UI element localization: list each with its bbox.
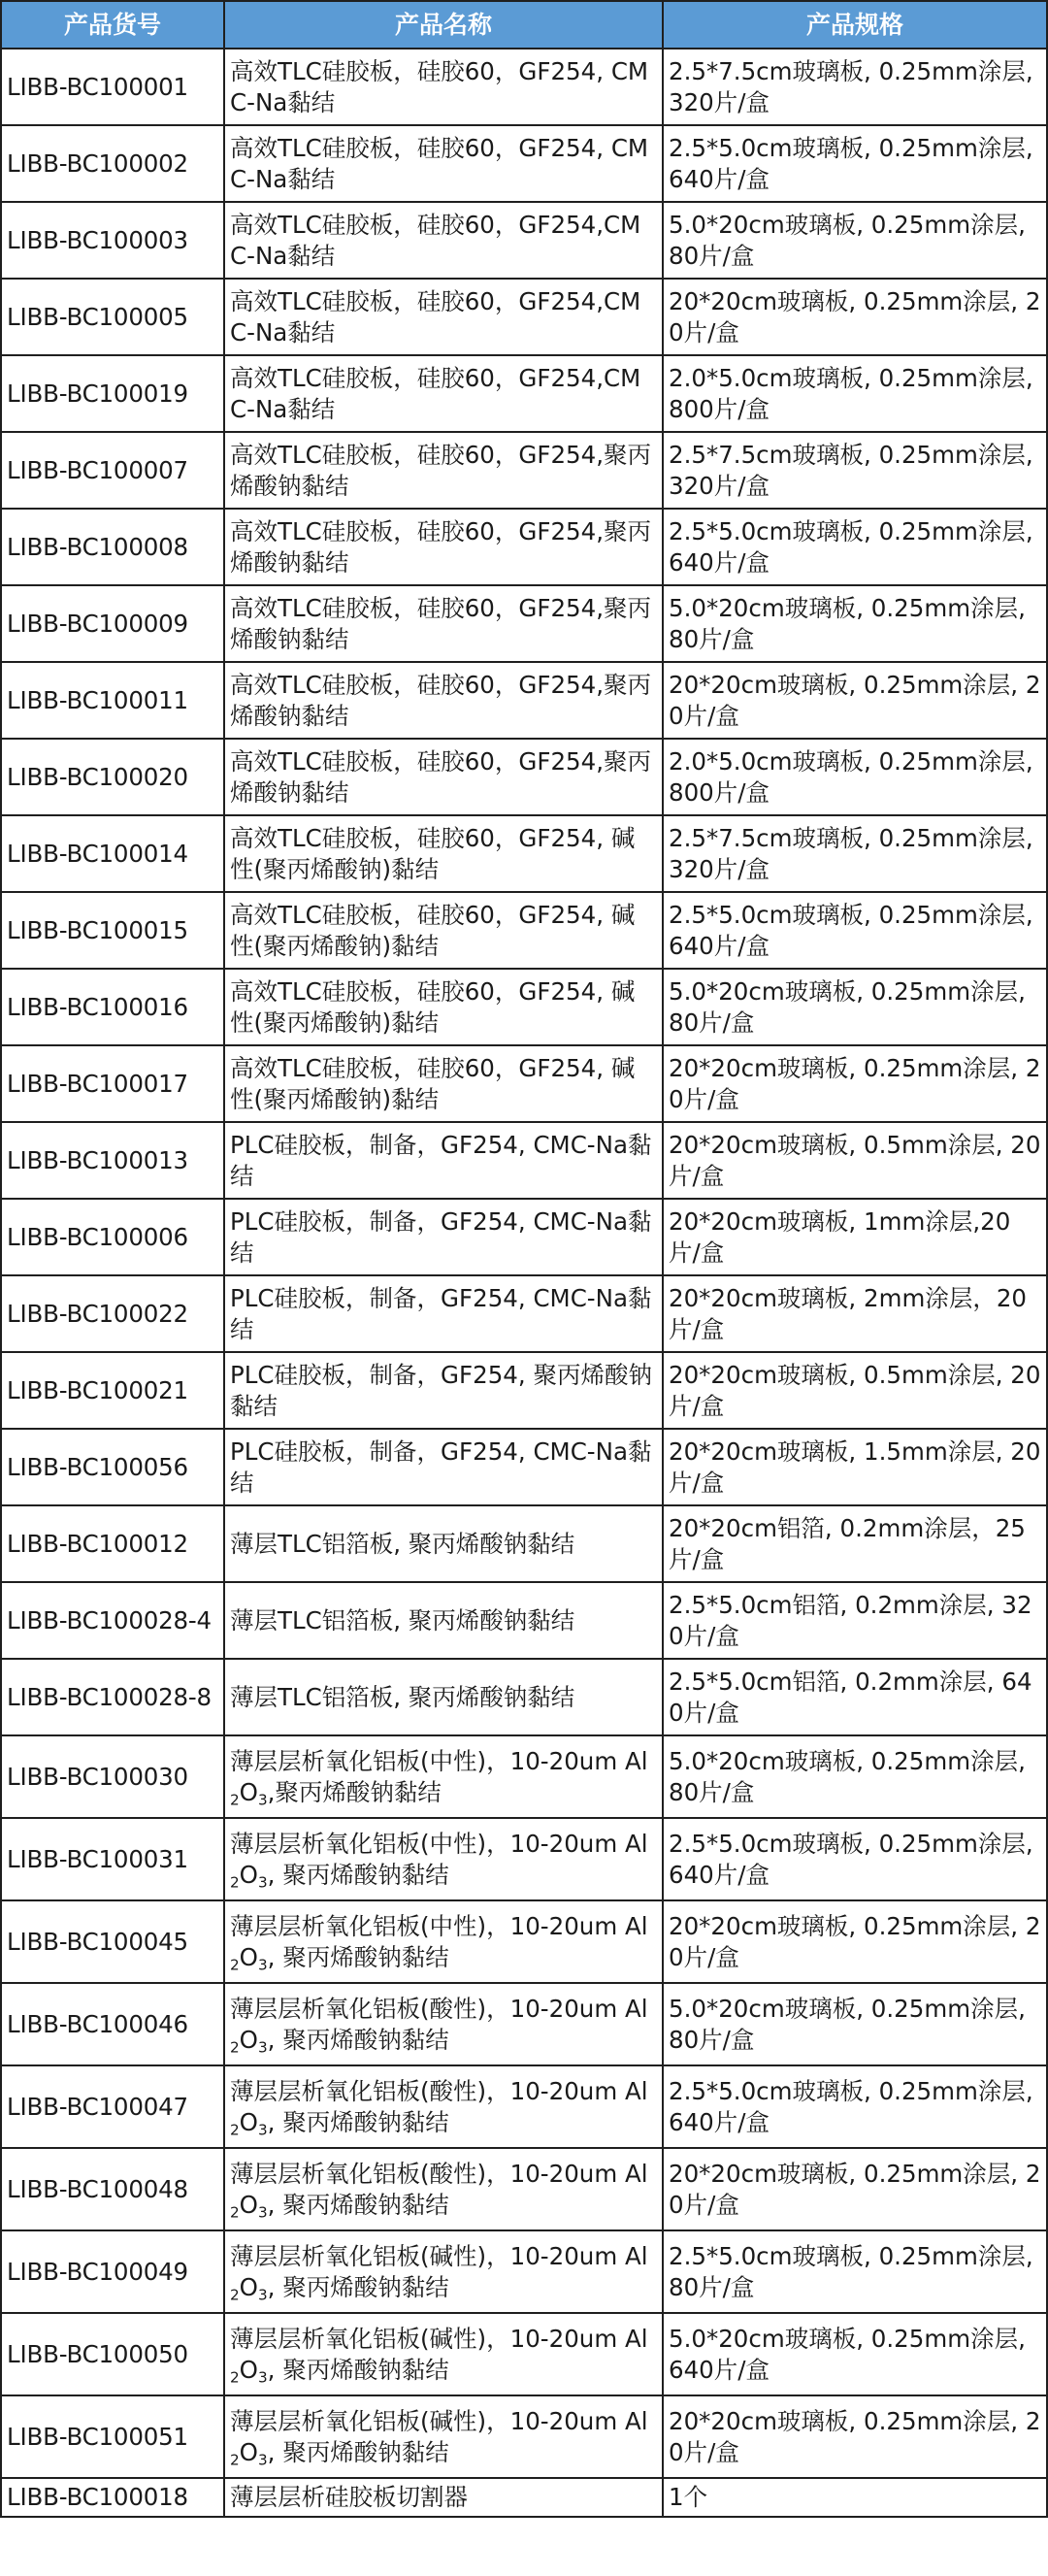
table-row	[1, 2065, 1047, 2148]
product-name-cell: 高效TLC硅胶板，硅胶60，GF254, 碱性(聚丙烯酸钠)黏结	[224, 815, 663, 892]
product-code-cell: LIBB-BC100013	[1, 1122, 224, 1199]
product-code-cell: LIBB-BC100006	[1, 1199, 224, 1275]
product-name-cell: PLC硅胶板，制备，GF254, 聚丙烯酸钠黏结	[224, 1352, 663, 1429]
product-name-part: 薄层层析氧化铝板(中性)，10-20um Al	[230, 1747, 648, 1776]
product-name-cell	[224, 2148, 663, 2230]
product-name-part: 薄层层析氧化铝板(碱性)，10-20um Al	[230, 2242, 648, 2271]
product-name-cell	[224, 2230, 663, 2313]
product-name-part: , 聚丙烯酸钠黏结	[267, 2190, 449, 2219]
table-row	[1, 662, 1047, 739]
product-name-cell: 薄层TLC铝箔板, 聚丙烯酸钠黏结	[224, 1659, 663, 1735]
product-name-part: , 聚丙烯酸钠黏结	[267, 2107, 449, 2136]
product-name-part: 2	[230, 1873, 240, 1892]
product-name-part: O	[239, 2437, 258, 2466]
product-name-cell: PLC硅胶板，制备，GF254, CMC-Na黏结	[224, 1199, 663, 1275]
product-code-cell: LIBB-BC100021	[1, 1352, 224, 1429]
product-name-part: 2	[230, 2203, 240, 2222]
product-name-part: O	[239, 2190, 258, 2219]
product-name-part: , 聚丙烯酸钠黏结	[267, 1860, 449, 1889]
product-spec-cell: 5.0*20cm玻璃板, 0.25mm涂层, 640片/盒	[663, 2313, 1047, 2395]
product-spec-cell: 20*20cm铝箔, 0.2mm涂层，25片/盒	[663, 1505, 1047, 1582]
table-row	[1, 1199, 1047, 1275]
product-name-part: 3	[257, 1956, 268, 1974]
product-name-part: 薄层层析氧化铝板(中性)，10-20um Al	[230, 1830, 648, 1859]
product-name-cell	[224, 1735, 663, 1818]
product-name-cell: 高效TLC硅胶板，硅胶60，GF254,聚丙烯酸钠黏结	[224, 509, 663, 585]
product-name-cell: 薄层层析硅胶板切割器	[224, 2478, 663, 2517]
table-row	[1, 1983, 1047, 2065]
product-code-cell: LIBB-BC100031	[1, 1818, 224, 1900]
product-spec-cell: 20*20cm玻璃板, 0.25mm涂层, 20片/盒	[663, 2395, 1047, 2478]
table-row	[1, 1900, 1047, 1983]
product-spec-cell: 5.0*20cm玻璃板, 0.25mm涂层, 80片/盒	[663, 1983, 1047, 2065]
product-name-part: 3	[257, 1791, 268, 1809]
product-name-part: ,聚丙烯酸钠黏结	[267, 1777, 442, 1806]
table-row	[1, 1582, 1047, 1659]
product-spec-cell: 20*20cm玻璃板, 0.25mm涂层, 20片/盒	[663, 2148, 1047, 2230]
product-name-part: , 聚丙烯酸钠黏结	[267, 2272, 449, 2301]
product-spec-cell: 2.5*5.0cm玻璃板, 0.25mm涂层, 640片/盒	[663, 509, 1047, 585]
product-name-part: O	[239, 2355, 258, 2384]
product-spec-cell: 2.5*7.5cm玻璃板, 0.25mm涂层, 320片/盒	[663, 49, 1047, 125]
product-code-cell: LIBB-BC100048	[1, 2148, 224, 2230]
product-name-part: 2	[230, 2368, 240, 2387]
table-row	[1, 2313, 1047, 2395]
product-name-part: , 聚丙烯酸钠黏结	[267, 2355, 449, 2384]
product-code-cell: LIBB-BC100045	[1, 1900, 224, 1983]
table-body	[1, 49, 1047, 2517]
table-row	[1, 2395, 1047, 2478]
product-name-cell: 高效TLC硅胶板，硅胶60，GF254, 碱性(聚丙烯酸钠)黏结	[224, 892, 663, 969]
product-code-cell: LIBB-BC100003	[1, 202, 224, 279]
product-name-cell	[224, 2313, 663, 2395]
product-name-cell	[224, 1900, 663, 1983]
product-name-part: O	[239, 2272, 258, 2301]
product-code-cell: LIBB-BC100012	[1, 1505, 224, 1582]
product-spec-cell: 20*20cm玻璃板, 0.25mm涂层, 20片/盒	[663, 279, 1047, 355]
product-spec-cell: 20*20cm玻璃板, 1mm涂层,20片/盒	[663, 1199, 1047, 1275]
product-code-cell: LIBB-BC100014	[1, 815, 224, 892]
product-name-part: O	[239, 2025, 258, 2054]
product-spec-cell: 2.5*5.0cm铝箔, 0.2mm涂层, 320片/盒	[663, 1582, 1047, 1659]
product-spec-cell: 2.5*7.5cm玻璃板, 0.25mm涂层,320片/盒	[663, 815, 1047, 892]
product-name-cell	[224, 2065, 663, 2148]
table-row	[1, 355, 1047, 432]
product-name-cell: PLC硅胶板，制备，GF254, CMC-Na黏结	[224, 1122, 663, 1199]
table-row	[1, 1122, 1047, 1199]
product-name-cell: 高效TLC硅胶板，硅胶60，GF254,聚丙烯酸钠黏结	[224, 739, 663, 815]
product-name-part: 2	[230, 2121, 240, 2139]
product-code-cell: LIBB-BC100022	[1, 1275, 224, 1352]
product-spec-cell: 5.0*20cm玻璃板, 0.25mm涂层, 80片/盒	[663, 202, 1047, 279]
product-name-part: 2	[230, 2038, 240, 2057]
product-name-part: 薄层层析氧化铝板(酸性)，10-20um Al	[230, 1995, 648, 2024]
product-code-cell: LIBB-BC100011	[1, 662, 224, 739]
table-row	[1, 432, 1047, 509]
product-name-part: 薄层层析氧化铝板(中性)，10-20um Al	[230, 1912, 648, 1941]
product-code-cell: LIBB-BC100009	[1, 585, 224, 662]
product-name-cell: 高效TLC硅胶板，硅胶60，GF254, CMC-Na黏结	[224, 125, 663, 202]
product-code-cell: LIBB-BC100028-8	[1, 1659, 224, 1735]
table-row	[1, 739, 1047, 815]
product-code-cell: LIBB-BC100046	[1, 1983, 224, 2065]
product-name-cell: PLC硅胶板，制备，GF254, CMC-Na黏结	[224, 1429, 663, 1505]
product-name-cell: 高效TLC硅胶板，硅胶60，GF254,CMC-Na黏结	[224, 279, 663, 355]
product-spec-cell: 5.0*20cm玻璃板, 0.25mm涂层, 80片/盒	[663, 585, 1047, 662]
product-name-part: , 聚丙烯酸钠黏结	[267, 2437, 449, 2466]
product-spec-cell: 2.0*5.0cm玻璃板, 0.25mm涂层, 800片/盒	[663, 739, 1047, 815]
table-row	[1, 202, 1047, 279]
product-name-part: 薄层层析氧化铝板(酸性)，10-20um Al	[230, 2077, 648, 2106]
product-name-part: 3	[257, 1873, 268, 1892]
table-row	[1, 1429, 1047, 1505]
product-code-cell: LIBB-BC100049	[1, 2230, 224, 2313]
product-name-cell: 高效TLC硅胶板，硅胶60，GF254,CMC-Na黏结	[224, 355, 663, 432]
product-code-cell: LIBB-BC100047	[1, 2065, 224, 2148]
product-name-part: 3	[257, 2203, 268, 2222]
product-code-cell: LIBB-BC100001	[1, 49, 224, 125]
product-spec-cell: 2.5*5.0cm玻璃板, 0.25mm涂层, 640片/盒	[663, 892, 1047, 969]
table-row	[1, 509, 1047, 585]
product-code-cell: LIBB-BC100028-4	[1, 1582, 224, 1659]
product-name-part: O	[239, 1860, 258, 1889]
product-spec-cell: 20*20cm玻璃板, 0.5mm涂层, 20片/盒	[663, 1122, 1047, 1199]
product-name-part: 2	[230, 1956, 240, 1974]
table-row	[1, 815, 1047, 892]
product-name-part: 2	[230, 1791, 240, 1809]
product-code-cell: LIBB-BC100002	[1, 125, 224, 202]
header-product-name: 产品名称	[224, 1, 663, 49]
product-name-cell: 高效TLC硅胶板，硅胶60，GF254, 碱性(聚丙烯酸钠)黏结	[224, 969, 663, 1045]
product-name-part: 薄层层析氧化铝板(酸性)，10-20um Al	[230, 2160, 648, 2189]
table-row	[1, 1505, 1047, 1582]
table-row	[1, 969, 1047, 1045]
product-code-cell: LIBB-BC100019	[1, 355, 224, 432]
header-product-spec: 产品规格	[663, 1, 1047, 49]
product-code-cell: LIBB-BC100008	[1, 509, 224, 585]
table-row	[1, 2230, 1047, 2313]
product-spec-cell: 20*20cm玻璃板, 2mm涂层，20片/盒	[663, 1275, 1047, 1352]
product-name-part: 薄层层析氧化铝板(碱性)，10-20um Al	[230, 2407, 648, 2436]
product-name-cell: 高效TLC硅胶板，硅胶60，GF254,CMC-Na黏结	[224, 202, 663, 279]
product-code-cell: LIBB-BC100018	[1, 2478, 224, 2517]
table-row	[1, 1275, 1047, 1352]
product-code-cell: LIBB-BC100007	[1, 432, 224, 509]
product-code-cell: LIBB-BC100030	[1, 1735, 224, 1818]
product-name-cell: 薄层TLC铝箔板, 聚丙烯酸钠黏结	[224, 1582, 663, 1659]
table-row	[1, 585, 1047, 662]
product-name-part: 3	[257, 2368, 268, 2387]
product-name-cell: 高效TLC硅胶板，硅胶60，GF254,聚丙烯酸钠黏结	[224, 585, 663, 662]
product-spec-cell: 20*20cm玻璃板, 0.25mm涂层, 20片/盒	[663, 1900, 1047, 1983]
product-spec-cell: 2.5*5.0cm玻璃板, 0.25mm涂层, 80片/盒	[663, 2230, 1047, 2313]
table-row	[1, 125, 1047, 202]
product-spec-cell: 2.5*5.0cm玻璃板, 0.25mm涂层, 640片/盒	[663, 2065, 1047, 2148]
table-row	[1, 279, 1047, 355]
product-spec-cell: 1个	[663, 2478, 1047, 2517]
product-spec-cell: 2.5*5.0cm铝箔, 0.2mm涂层, 640片/盒	[663, 1659, 1047, 1735]
table-row	[1, 1045, 1047, 1122]
product-name-cell: 薄层TLC铝箔板, 聚丙烯酸钠黏结	[224, 1505, 663, 1582]
product-name-part: O	[239, 1942, 258, 1971]
product-code-cell: LIBB-BC100056	[1, 1429, 224, 1505]
product-spec-cell: 20*20cm玻璃板, 0.25mm涂层, 20片/盒	[663, 1045, 1047, 1122]
header-product-code: 产品货号	[1, 1, 224, 49]
product-name-cell: 高效TLC硅胶板，硅胶60，GF254,聚丙烯酸钠黏结	[224, 432, 663, 509]
product-name-part: 2	[230, 2451, 240, 2469]
product-name-cell	[224, 1983, 663, 2065]
product-name-cell: 高效TLC硅胶板，硅胶60，GF254, CMC-Na黏结	[224, 49, 663, 125]
product-name-part: , 聚丙烯酸钠黏结	[267, 2025, 449, 2054]
product-spec-cell: 20*20cm玻璃板, 0.5mm涂层, 20片/盒	[663, 1352, 1047, 1429]
table-row	[1, 1818, 1047, 1900]
product-spec-cell: 5.0*20cm玻璃板, 0.25mm涂层, 80片/盒	[663, 969, 1047, 1045]
product-name-cell: PLC硅胶板，制备，GF254, CMC-Na黏结	[224, 1275, 663, 1352]
table-row	[1, 892, 1047, 969]
product-code-cell: LIBB-BC100051	[1, 2395, 224, 2478]
product-name-part: 2	[230, 2286, 240, 2304]
product-code-cell: LIBB-BC100050	[1, 2313, 224, 2395]
table-header	[1, 1, 1047, 49]
product-name-cell	[224, 2395, 663, 2478]
product-name-part: 薄层层析氧化铝板(碱性)，10-20um Al	[230, 2325, 648, 2354]
table-row	[1, 2478, 1047, 2517]
product-spec-cell: 20*20cm玻璃板, 1.5mm涂层, 20片/盒	[663, 1429, 1047, 1505]
product-spec-cell: 2.5*7.5cm玻璃板, 0.25mm涂层, 320片/盒	[663, 432, 1047, 509]
product-spec-cell: 20*20cm玻璃板, 0.25mm涂层, 20片/盒	[663, 662, 1047, 739]
table-row	[1, 2148, 1047, 2230]
product-code-cell: LIBB-BC100005	[1, 279, 224, 355]
table-row	[1, 49, 1047, 125]
product-spec-cell: 2.5*5.0cm玻璃板, 0.25mm涂层, 640片/盒	[663, 125, 1047, 202]
product-name-cell	[224, 1818, 663, 1900]
product-name-part: 3	[257, 2038, 268, 2057]
product-name-part: O	[239, 2107, 258, 2136]
product-spec-cell: 2.0*5.0cm玻璃板, 0.25mm涂层, 800片/盒	[663, 355, 1047, 432]
table-row	[1, 1352, 1047, 1429]
header-row	[1, 1, 1047, 49]
product-name-part: 3	[257, 2286, 268, 2304]
product-name-part: 3	[257, 2121, 268, 2139]
product-name-cell: 高效TLC硅胶板，硅胶60，GF254, 碱性(聚丙烯酸钠)黏结	[224, 1045, 663, 1122]
product-spec-cell: 5.0*20cm玻璃板, 0.25mm涂层, 80片/盒	[663, 1735, 1047, 1818]
table-row	[1, 1735, 1047, 1818]
table-row	[1, 1659, 1047, 1735]
product-code-cell: LIBB-BC100017	[1, 1045, 224, 1122]
product-code-cell: LIBB-BC100020	[1, 739, 224, 815]
product-code-cell: LIBB-BC100016	[1, 969, 224, 1045]
product-name-part: 3	[257, 2451, 268, 2469]
product-code-cell: LIBB-BC100015	[1, 892, 224, 969]
product-name-part: , 聚丙烯酸钠黏结	[267, 1942, 449, 1971]
product-spec-cell: 2.5*5.0cm玻璃板, 0.25mm涂层, 640片/盒	[663, 1818, 1047, 1900]
product-name-cell: 高效TLC硅胶板，硅胶60，GF254,聚丙烯酸钠黏结	[224, 662, 663, 739]
product-name-part: O	[239, 1777, 258, 1806]
